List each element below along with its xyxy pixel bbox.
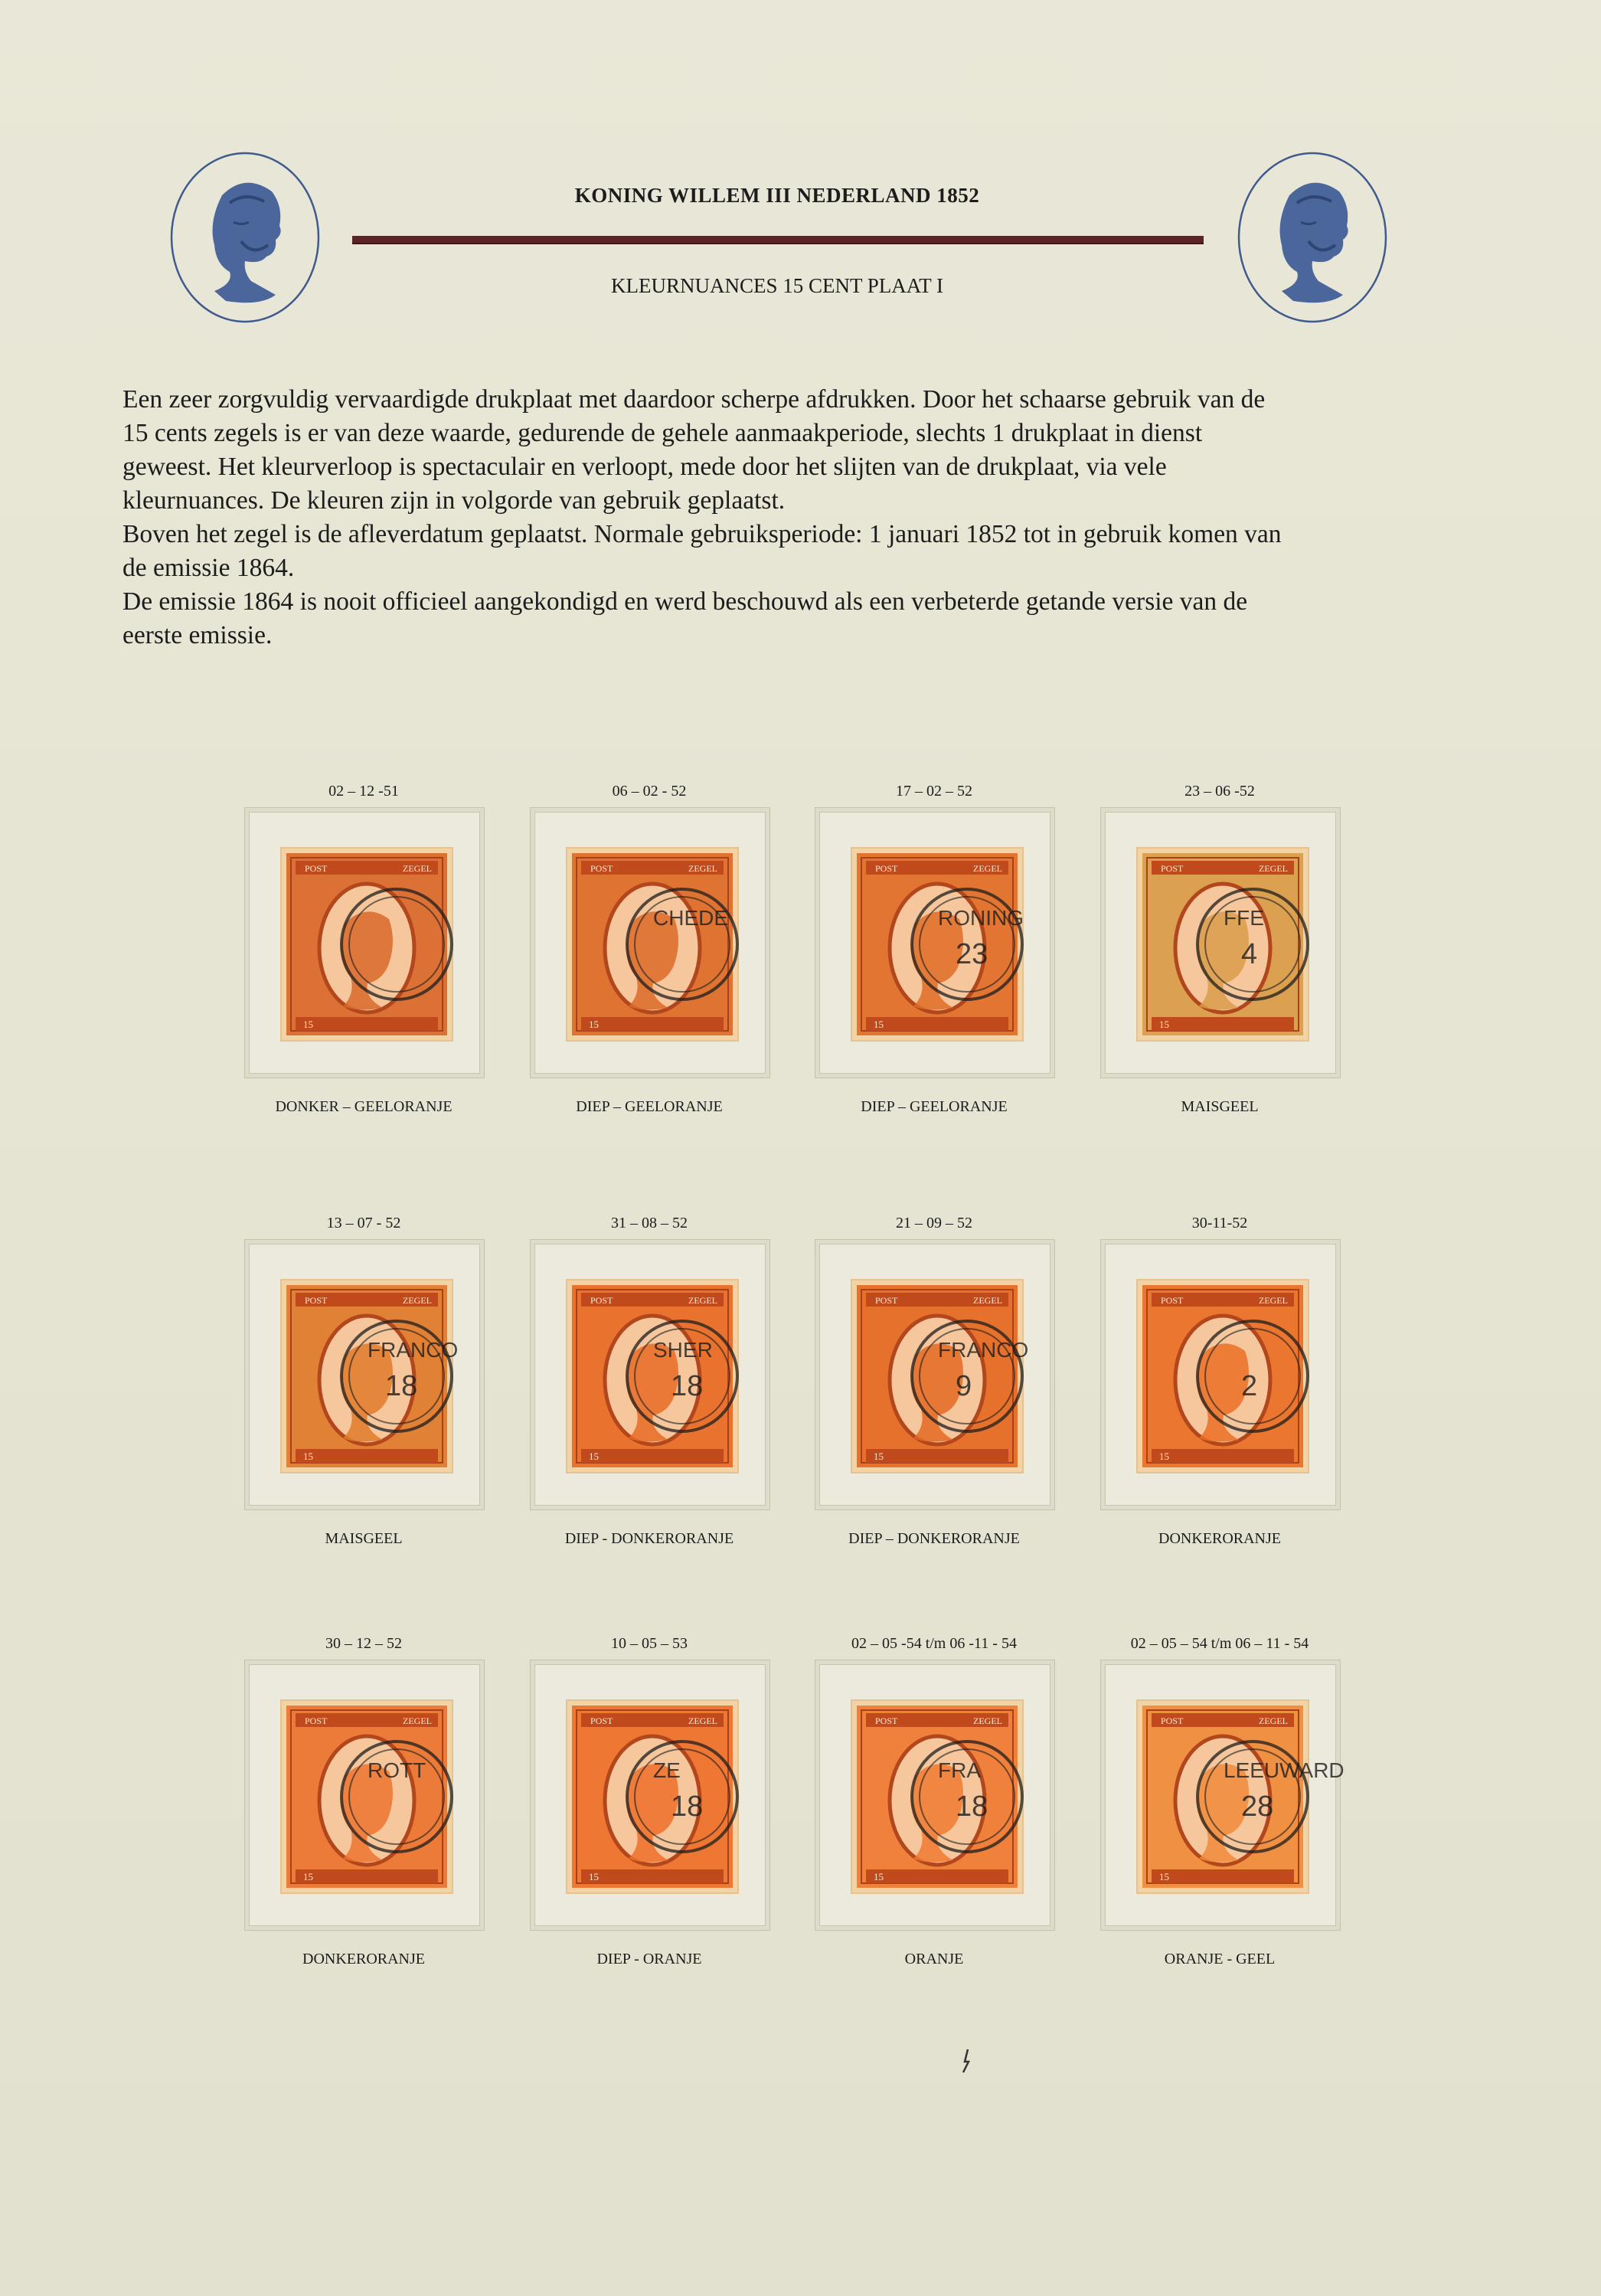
svg-text:15: 15 <box>874 1019 884 1030</box>
svg-text:POST: POST <box>875 863 898 874</box>
stamp-image <box>851 847 1024 1042</box>
stamp-image <box>566 1279 739 1473</box>
issue-date: 10 – 05 – 53 <box>611 1635 688 1652</box>
stamp-image <box>851 1699 1024 1894</box>
stamp-mount <box>819 812 1050 1074</box>
svg-text:15: 15 <box>589 1451 599 1462</box>
stamp-mount <box>534 1244 766 1506</box>
svg-text:ZE: ZE <box>653 1758 681 1782</box>
stamp-entry <box>237 1635 490 1972</box>
svg-text:FRANCO: FRANCO <box>938 1338 1029 1362</box>
svg-text:POST: POST <box>875 1295 898 1306</box>
color-shade-label: DONKER – GEELORANJE <box>275 1098 453 1115</box>
issue-date: 17 – 02 – 52 <box>896 783 972 800</box>
issue-date: 23 – 06 -52 <box>1184 783 1255 800</box>
svg-text:RONING: RONING <box>938 906 1024 930</box>
stamp-entry <box>523 1215 776 1552</box>
color-shade-label: DIEP – GEELORANJE <box>576 1098 723 1115</box>
svg-text:ZEGEL: ZEGEL <box>973 1715 1002 1726</box>
stamp-mount <box>1105 1664 1345 1926</box>
svg-text:15: 15 <box>1159 1019 1169 1030</box>
issue-date: 31 – 08 – 52 <box>611 1215 688 1231</box>
portrait-medallion-right-icon <box>1236 149 1389 325</box>
color-shade-label: DIEP – GEELORANJE <box>861 1098 1008 1115</box>
stamp-image <box>280 1699 453 1894</box>
stamp-mount <box>534 812 766 1074</box>
svg-text:ZEGEL: ZEGEL <box>688 1715 717 1726</box>
stamp-image <box>1136 1279 1309 1473</box>
svg-text:15: 15 <box>874 1871 884 1882</box>
svg-text:18: 18 <box>671 1791 704 1823</box>
stamp-image <box>851 1279 1029 1473</box>
issue-date: 06 – 02 - 52 <box>612 783 687 800</box>
svg-text:ZEGEL: ZEGEL <box>403 1715 432 1726</box>
svg-text:ZEGEL: ZEGEL <box>403 863 432 874</box>
svg-text:18: 18 <box>956 1791 988 1823</box>
stamp-entry <box>523 1635 776 1972</box>
color-shade-label: DIEP - ORANJE <box>596 1951 702 1967</box>
issue-date: 13 – 07 - 52 <box>326 1215 401 1231</box>
svg-text:18: 18 <box>385 1370 418 1402</box>
svg-text:ROTT: ROTT <box>368 1758 426 1782</box>
issue-date: 02 – 05 -54 t/m 06 -11 - 54 <box>851 1635 1017 1652</box>
stamp-mount <box>249 1664 480 1926</box>
svg-text:ZEGEL: ZEGEL <box>973 1295 1002 1306</box>
svg-text:FRANCO: FRANCO <box>368 1338 459 1362</box>
stamp-image <box>566 1699 739 1894</box>
color-shade-label: DIEP – DONKERORANJE <box>848 1530 1020 1547</box>
svg-text:15: 15 <box>303 1019 313 1030</box>
stamp-mount <box>1105 812 1336 1074</box>
svg-text:FRA: FRA <box>938 1758 981 1782</box>
intro-line: De emissie 1864 is nooit officieel aangekondigd en werd beschouwd als een verbeterde getande versie van de <box>123 587 1248 616</box>
intro-line: Een zeer zorgvuldig vervaardigde drukplaat met daardoor scherpe afdrukken. Door het schaarse gebruik van de <box>123 385 1266 414</box>
svg-text:23: 23 <box>956 938 988 970</box>
svg-text:ZEGEL: ZEGEL <box>403 1295 432 1306</box>
stamp-entry <box>808 1215 1060 1552</box>
title-divider <box>352 236 1204 243</box>
intro-line: eerste emissie. <box>123 621 273 649</box>
svg-text:2: 2 <box>1241 1370 1258 1402</box>
stamp-mount <box>249 812 480 1074</box>
issue-date: 30-11-52 <box>1191 1215 1248 1231</box>
stamp-mount <box>534 1664 766 1926</box>
color-shade-label: ORANJE - GEEL <box>1164 1951 1276 1967</box>
svg-text:28: 28 <box>1241 1791 1274 1823</box>
svg-text:FFE: FFE <box>1224 906 1264 930</box>
svg-text:POST: POST <box>305 1295 328 1306</box>
svg-text:15: 15 <box>1159 1871 1169 1882</box>
svg-text:18: 18 <box>671 1370 704 1402</box>
color-shade-label: DONKERORANJE <box>1158 1530 1281 1547</box>
svg-text:POST: POST <box>1161 1295 1184 1306</box>
svg-text:ZEGEL: ZEGEL <box>688 863 717 874</box>
svg-text:15: 15 <box>1159 1451 1169 1462</box>
stamp-mount <box>249 1244 480 1506</box>
svg-text:SHER: SHER <box>653 1338 713 1362</box>
stamp-image <box>280 1279 459 1473</box>
intro-text <box>123 383 1455 652</box>
intro-line: 15 cents zegels is er van deze waarde, gedurende de gehele aanmaakperiode, slechts 1 drukplaat in dienst <box>123 419 1203 447</box>
issue-date: 02 – 05 – 54 t/m 06 – 11 - 54 <box>1130 1635 1309 1652</box>
svg-text:CHEDE: CHEDE <box>653 906 729 930</box>
svg-text:15: 15 <box>589 1871 599 1882</box>
svg-text:ZEGEL: ZEGEL <box>1259 863 1288 874</box>
svg-text:ZEGEL: ZEGEL <box>688 1295 717 1306</box>
color-shade-label: DONKERORANJE <box>302 1951 425 1967</box>
stamp-entry <box>523 783 776 1120</box>
svg-text:POST: POST <box>590 1295 613 1306</box>
issue-date: 02 – 12 -51 <box>328 783 399 800</box>
svg-text:15: 15 <box>303 1871 313 1882</box>
stamp-image <box>566 847 739 1042</box>
intro-line: Boven het zegel is de afleverdatum geplaatst. Normale gebruiksperiode: 1 januari 1852 tot in gebruik komen van <box>123 520 1282 548</box>
svg-text:POST: POST <box>305 863 328 874</box>
stamp-entry <box>1093 1215 1346 1552</box>
svg-text:POST: POST <box>1161 863 1184 874</box>
svg-text:POST: POST <box>590 863 613 874</box>
svg-text:ZEGEL: ZEGEL <box>973 863 1002 874</box>
stamp-image <box>280 847 453 1042</box>
stamp-image <box>1136 1699 1345 1894</box>
issue-date: 21 – 09 – 52 <box>896 1215 972 1231</box>
color-shade-label: MAISGEEL <box>325 1530 403 1547</box>
portrait-medallion-left-icon <box>168 149 322 325</box>
svg-text:LEEUWARD: LEEUWARD <box>1224 1758 1345 1782</box>
stamp-mount <box>1105 1244 1336 1506</box>
intro-line: geweest. Het kleurverloop is spectaculair en verloopt, mede door het slijten van de drukplaat, via vele <box>123 453 1167 481</box>
stamp-entry <box>237 1215 490 1552</box>
page-subtitle: KLEURNUANCES 15 CENT PLAAT I <box>610 274 944 297</box>
stamp-mount <box>819 1244 1050 1506</box>
svg-text:4: 4 <box>1241 938 1258 970</box>
svg-text:POST: POST <box>305 1715 328 1726</box>
color-shade-label: MAISGEEL <box>1181 1098 1259 1115</box>
color-shade-label: ORANJE <box>904 1951 964 1967</box>
stamp-image <box>1136 847 1309 1042</box>
svg-text:POST: POST <box>1161 1715 1184 1726</box>
stamp-mount <box>819 1664 1050 1926</box>
stamp-entry <box>237 783 490 1120</box>
issue-date: 30 – 12 – 52 <box>325 1635 402 1652</box>
svg-text:ZEGEL: ZEGEL <box>1259 1295 1288 1306</box>
page-title: KONING WILLEM III NEDERLAND 1852 <box>574 184 980 207</box>
stamp-entry <box>808 1635 1060 1972</box>
svg-text:ZEGEL: ZEGEL <box>1259 1715 1288 1726</box>
svg-text:POST: POST <box>590 1715 613 1726</box>
intro-line: kleurnuances. De kleuren zijn in volgorde van gebruik geplaatst. <box>123 486 786 515</box>
stamp-entry <box>1093 1635 1346 1972</box>
svg-text:POST: POST <box>875 1715 898 1726</box>
svg-text:9: 9 <box>956 1370 972 1402</box>
pencil-mark-icon <box>959 2046 974 2075</box>
svg-text:15: 15 <box>874 1451 884 1462</box>
svg-text:15: 15 <box>589 1019 599 1030</box>
intro-line: de emissie 1864. <box>123 554 295 582</box>
stamp-entry <box>1093 783 1346 1120</box>
color-shade-label: DIEP - DONKERORANJE <box>564 1530 734 1547</box>
stamp-entry <box>808 783 1060 1120</box>
svg-text:15: 15 <box>303 1451 313 1462</box>
